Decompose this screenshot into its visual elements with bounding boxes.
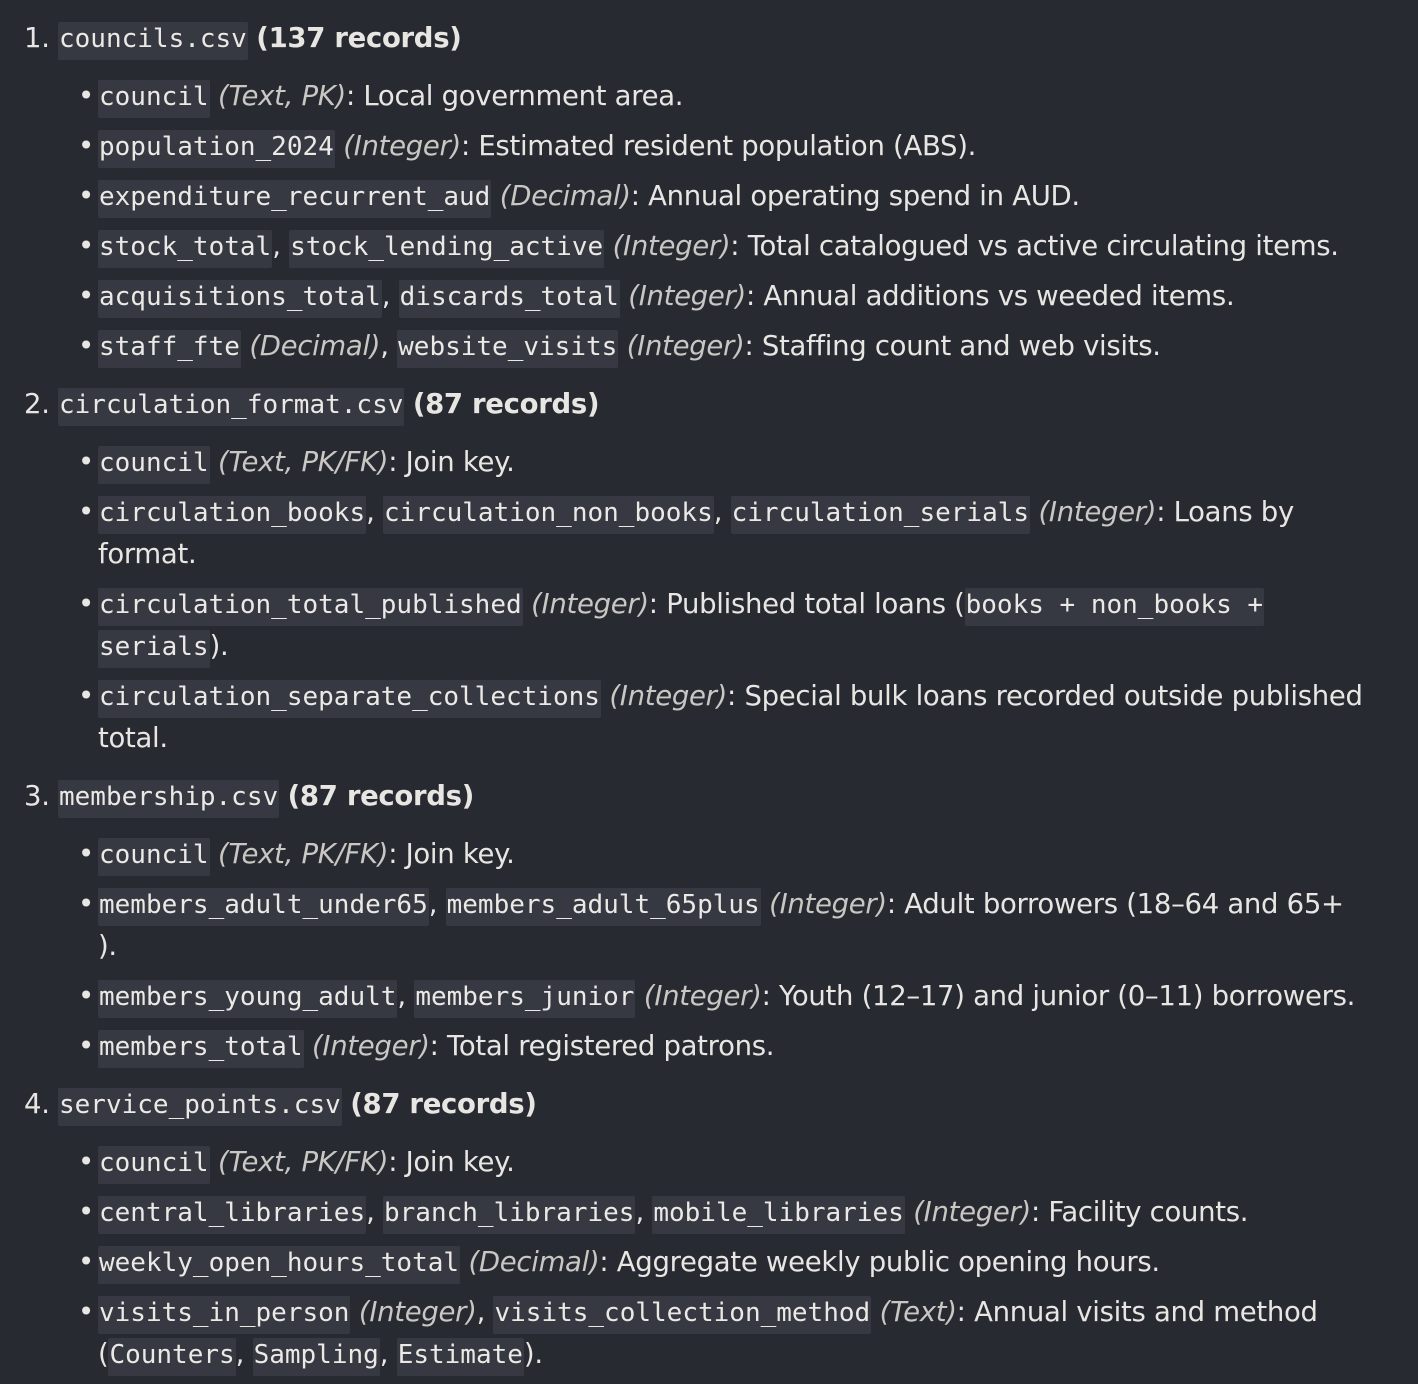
field-type: (Text, PK): [218, 80, 346, 112]
field-type: (Decimal): [468, 1246, 600, 1278]
bullet-icon: •: [78, 330, 94, 362]
field-description-continued: total.: [98, 722, 168, 754]
field-name: discards_total: [399, 280, 620, 318]
field-type: (Text): [879, 1296, 957, 1328]
file-heading: [24, 382, 599, 426]
method-value: Sampling: [253, 1338, 380, 1376]
field-description: : Loans by: [1156, 496, 1294, 528]
field-name: circulation_books: [98, 496, 366, 534]
bullet-icon: •: [78, 680, 94, 712]
field-name: council: [98, 446, 210, 484]
list-number: 3.: [24, 780, 50, 812]
bullet-icon: •: [78, 888, 94, 920]
field-type: (Integer): [1038, 496, 1157, 528]
formula: serials: [98, 630, 210, 668]
field-name: acquisitions_total: [98, 280, 382, 318]
field-description-continued: format.: [98, 538, 197, 570]
field-description: : Staffing count and web visits.: [744, 330, 1161, 362]
field-name: expenditure_recurrent_aud: [98, 180, 491, 218]
bullet-icon: •: [78, 80, 94, 112]
field-type: (Integer): [311, 1030, 430, 1062]
field-name: council: [98, 80, 210, 118]
list-number: 2.: [24, 388, 50, 420]
bullet-icon: •: [78, 1196, 94, 1228]
field-name: council: [98, 1146, 210, 1184]
field-type: (Integer): [913, 1196, 1031, 1228]
field-type: (Integer): [609, 680, 728, 712]
field-description: : Published total loans (: [648, 588, 965, 620]
field-description: : Total catalogued vs active circulating items.: [730, 230, 1339, 262]
field-type: (Integer): [612, 230, 731, 262]
bullet-icon: •: [78, 1296, 94, 1328]
field-description-continued: ).: [98, 930, 117, 962]
field-type: (Integer): [343, 130, 461, 162]
record-count: (87 records): [350, 1088, 537, 1120]
field-type: (Integer): [628, 280, 746, 312]
field-description: : Annual visits and method: [956, 1296, 1318, 1328]
field-description: : Adult borrowers (18–64 and 65+: [886, 888, 1344, 920]
field-name: members_young_adult: [98, 980, 397, 1018]
file-name: councils.csv: [58, 22, 248, 60]
field-name: circulation_total_published: [98, 588, 523, 626]
field-type: (Text, PK/FK): [218, 446, 389, 478]
field-description-continued: serials).: [98, 625, 228, 668]
field-name: stock_total: [98, 230, 272, 268]
field-description: : Total registered patrons.: [429, 1030, 775, 1062]
field-type: (Decimal): [499, 180, 631, 212]
list-number: 4.: [24, 1088, 50, 1120]
field-name: weekly_open_hours_total: [98, 1246, 460, 1284]
field-name: circulation_non_books: [383, 496, 714, 534]
bullet-icon: •: [78, 496, 94, 528]
field-description: : Join key.: [388, 1146, 515, 1178]
bullet-icon: •: [78, 1030, 94, 1062]
file-heading: [24, 774, 474, 818]
list-number: 1.: [24, 22, 50, 54]
field-name: staff_fte: [98, 330, 241, 368]
field-name: members_adult_65plus: [446, 888, 761, 926]
record-count: (87 records): [412, 388, 600, 420]
field-name: stock_lending_active: [289, 230, 604, 268]
field-description: : Annual additions vs weeded items.: [745, 280, 1235, 312]
field-type: (Integer): [626, 330, 745, 362]
field-description: : Estimated resident population (ABS).: [460, 130, 977, 162]
bullet-icon: •: [78, 1246, 94, 1278]
record-count: (87 records): [287, 780, 475, 812]
file-heading: [24, 1082, 537, 1126]
bullet-icon: •: [78, 980, 94, 1012]
field-name: circulation_separate_collections: [98, 680, 601, 718]
field-description-continued: (Counters, Sampling, Estimate).: [98, 1333, 543, 1376]
bullet-icon: •: [78, 838, 94, 870]
field-name: central_libraries: [98, 1196, 366, 1234]
field-name: visits_in_person: [98, 1296, 350, 1334]
field-description: : Annual operating spend in AUD.: [630, 180, 1080, 212]
file-name: circulation_format.csv: [58, 388, 404, 426]
bullet-icon: •: [78, 130, 94, 162]
document: 1. councils.csv (137 records) • council (Text, PK): Local government area. • population_2024 (Integer): Estimated resident population (ABS). • expenditure_recurrent_aud (Decimal): Annual operating spend in AUD. • stock_total, stock_lending_active (Integer): Total catalogued vs active circulating items. • acquisitions_total, discards_total (Integer): Annual additions vs weeded items. • staff_fte (Decimal), website_visits (Integer): Staffing count and web visits. 2. circulation_format.csv (87 records) • council (Text, PK/FK): Join key. • circulation_books, circulation_non_books, circulation_serials (Integer): Loans by format. • circulation_total_published (Integer): Published total loans (books + non_books + serials). • circulation_separate_collections (Integer): Special bulk loans recorded outside published total. 3. membership.csv (87 records) • council (Text, PK/FK): Join key. • members_adult_under65, members_adult_65plus (Integer): Adult borrowers (18–64 and 65+ ). • members_young_adult, members_junior (Integer): Youth (12–17) and junior (0–11) borrowers. • members_total (Integer): Total registered patrons. 4. service_points.csv (87 records) • council (Text, PK/FK): Join key. • central_libraries, branch_libraries, mobile_libraries (Integer): Facility counts. • weekly_open_hours_total (Decimal): Aggregate weekly public opening hours. • visits_in_person (Integer), visits_collection_method (Text): Annual visits and method (Counters, Sampling, Estimate).: [0, 0, 1418, 1384]
record-count: (137 records): [256, 22, 462, 54]
bullet-icon: •: [78, 280, 94, 312]
method-value: Estimate: [397, 1338, 524, 1376]
field-name: website_visits: [397, 330, 618, 368]
field-name: members_adult_under65: [98, 888, 429, 926]
file-name: membership.csv: [58, 780, 279, 818]
field-type: (Integer): [643, 980, 762, 1012]
field-type: (Integer): [769, 888, 887, 920]
field-name: members_junior: [414, 980, 635, 1018]
field-name: mobile_libraries: [652, 1196, 904, 1234]
field-name: circulation_serials: [731, 496, 1030, 534]
bullet-icon: •: [78, 180, 94, 212]
bullet-icon: •: [78, 446, 94, 478]
field-name: members_total: [98, 1030, 304, 1068]
bullet-icon: •: [78, 1146, 94, 1178]
field-type: (Integer): [531, 588, 649, 620]
field-name: population_2024: [98, 130, 335, 168]
file-heading: [24, 16, 462, 60]
field-name: visits_collection_method: [493, 1296, 871, 1334]
field-description: : Youth (12–17) and junior (0–11) borrowers.: [761, 980, 1356, 1012]
field-type: (Text, PK/FK): [218, 1146, 389, 1178]
field-description: : Aggregate weekly public opening hours.: [599, 1246, 1160, 1278]
field-name: council: [98, 838, 210, 876]
bullet-icon: •: [78, 230, 94, 262]
method-value: Counters: [108, 1338, 235, 1376]
field-description: : Local government area.: [345, 80, 684, 112]
field-description: : Facility counts.: [1030, 1196, 1249, 1228]
bullet-icon: •: [78, 588, 94, 620]
field-type: (Integer): [358, 1296, 477, 1328]
field-description: : Join key.: [388, 838, 515, 870]
field-description: : Special bulk loans recorded outside published: [727, 680, 1363, 712]
field-type: (Decimal): [249, 330, 381, 362]
field-type: (Text, PK/FK): [218, 838, 389, 870]
formula: books + non_books +: [965, 588, 1264, 626]
field-description: : Join key.: [388, 446, 515, 478]
field-name: branch_libraries: [383, 1196, 635, 1234]
file-name: service_points.csv: [58, 1088, 342, 1126]
